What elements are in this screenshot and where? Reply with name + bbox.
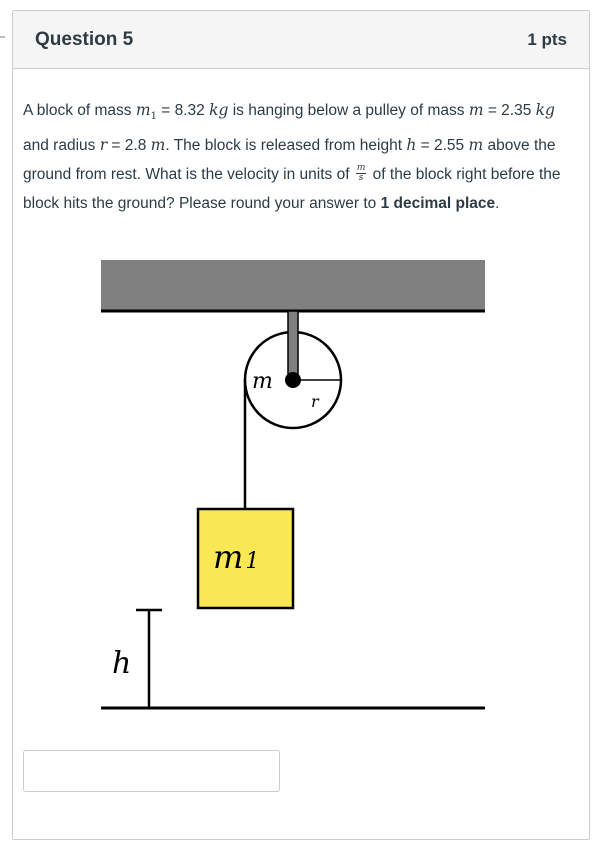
pulley-diagram [0,250,611,720]
math-r: r [99,136,108,155]
text-segment: is hanging below a pulley of mass [228,102,465,119]
math-m: m [468,101,484,119]
unit-numerator: m [356,162,366,173]
text-segment: . The block is released from height [165,137,407,155]
text-segment: = 2.55 [416,137,469,155]
height-label: h [112,646,132,681]
text-segment: and radius [23,137,100,155]
unit-fraction [356,164,367,183]
pulley-support [288,311,298,380]
ceiling [101,260,485,310]
math-meter: m [150,136,166,155]
left-edge-mark [0,36,5,38]
text-segment: A block of mass [23,102,136,119]
question-header [13,11,589,69]
text-segment: of the block right before the block hits the ground? Please round your answer to [23,166,561,213]
math-h: h [406,136,417,155]
answer-input[interactable] [23,750,280,792]
math-m1: m [135,101,151,119]
math-kg: kg [535,101,555,119]
text-segment: = 8.32 [156,102,210,119]
question-text [23,96,563,218]
math-kg: kg [209,101,229,119]
block-mass-label: m1 [213,538,260,576]
text-segment: = 2.8 [107,137,151,155]
radius-label: r [311,392,319,411]
text-segment: = 2.35 [483,102,536,119]
math-meter: m [468,136,484,155]
pulley-axle [285,372,301,388]
text-segment: . [495,195,500,213]
unit-denominator: s [358,172,364,183]
pulley-mass-label: m [252,369,273,394]
question-title: Question 5 [35,28,134,50]
text-segment: above the ground from rest. What is the velocity in units of [23,137,556,184]
question-points: 1 pts [527,29,567,49]
math-m1-sub: 1 [150,111,157,123]
bold-text: 1 decimal place [380,195,496,213]
